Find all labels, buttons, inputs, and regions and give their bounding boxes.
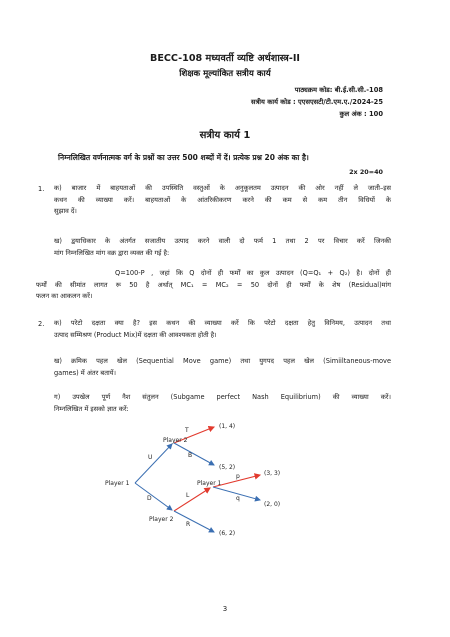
question-1b-equation-text: Q=100-P , जहां कि Q दोनों ही फर्मों का कुल उत्पादन (Q=Q₁ + Q₂) है। दोनों ही फर्मों की सीमांत लागत रू 50 है अर्थात् MC₁ = MC₂ = 50 दोनों ही फर्मों के शेष (Residual)मांग फलन का आकलन करें। — [36, 269, 391, 301]
move-label-D: D — [147, 495, 152, 502]
payoff-3-3: (3, 3) — [264, 470, 281, 477]
edge-R — [174, 511, 214, 532]
instruction-text: निम्नलिखित वर्णनात्मक वर्ग के प्रश्नों का उत्तर 500 शब्दों में दें। प्रत्येक प्रश्न 20 अंक का है। — [58, 153, 309, 162]
move-label-p: p — [236, 473, 240, 480]
question-2a-text: क) परेटो दक्षता क्या है? इस कथन की व्याख्या करें कि परेटो दक्षता हेतु विनिमय, उत्पादन तथा उत्पाद सम्मिश्रण (Product Mix)में दक्षता की आवश्यकता होती है। — [54, 319, 391, 339]
move-label-B-top: B — [188, 452, 193, 459]
question-1-number: 1. — [38, 185, 45, 193]
course-code: पाठ्यक्रम कोड: बी.ई.सी.सी.-108 — [294, 86, 383, 94]
payoff-2-0: (2, 0) — [264, 501, 281, 508]
question-2c-text: ग) उपखेल पूर्ण नैश संतुलन (Subgame perfect Nash Equilibrium) की व्याख्या करें। निम्नलिखित में इसको ज्ञात करें: — [54, 393, 391, 413]
marks-formula: 2x 20=40 — [349, 168, 383, 176]
edge-D — [135, 483, 172, 510]
edge-U — [135, 444, 172, 483]
payoff-1-4: (1, 4) — [219, 423, 236, 430]
edge-B-top — [174, 443, 214, 465]
move-label-L: L — [186, 492, 190, 499]
move-label-R: R — [186, 521, 191, 528]
question-1a-text: क) बाजार में बाहयताओं की उपस्थिति वस्तुओं के अनुकूलतम उत्पादन की ओर नहीं ले जाती–इस कथन की व्याख्या करें। बाहयताओं के आंतरिकीकरण करने की कम से कम तीन विधियों के सुझाव दें। — [54, 184, 391, 216]
node-player2-top: Player 2 — [163, 437, 188, 444]
question-1b-text: ख) द्वयाधिकार के अंतर्गत सजातीय उत्पाद करने वाली दो फर्म 1 तथा 2 पर विचार करें जिनकी मांग निम्नलिखित मांग वक्र द्वारा व्यक्त की गई है: — [54, 237, 391, 257]
question-2-number: 2. — [38, 320, 45, 328]
question-2b-text: ख) क्रमिक पहल खेल (Sequential Move game) तथा युगपद पहल खेल (Simiiltaneous-move games) में अंतर बतायें। — [54, 357, 391, 377]
assignment-code: सत्रीय कार्य कोड : एएसएसटी/टी.एम.ए./2024-25 — [251, 98, 383, 106]
move-label-U: U — [148, 454, 153, 461]
node-player1-root: Player 1 — [105, 480, 130, 487]
edge-L — [174, 488, 210, 511]
total-marks: कुल अंक : 100 — [339, 110, 383, 118]
node-player2-bottom: Player 2 — [149, 516, 174, 523]
course-title: BECC-108 मध्यवर्ती व्यष्टि अर्थशास्त्र-II — [150, 53, 300, 64]
node-player1-mid: Player 1 — [197, 480, 222, 487]
assignment-title: सत्रीय कार्य 1 — [199, 130, 251, 141]
assignment-subtitle: शिक्षक मूल्यांकित सत्रीय कार्य — [179, 69, 271, 79]
payoff-5-2: (5, 2) — [219, 464, 236, 471]
page-number: 3 — [222, 605, 228, 613]
move-label-T: T — [185, 427, 189, 434]
move-label-q: q — [236, 495, 240, 502]
payoff-6-2: (6, 2) — [219, 530, 236, 537]
